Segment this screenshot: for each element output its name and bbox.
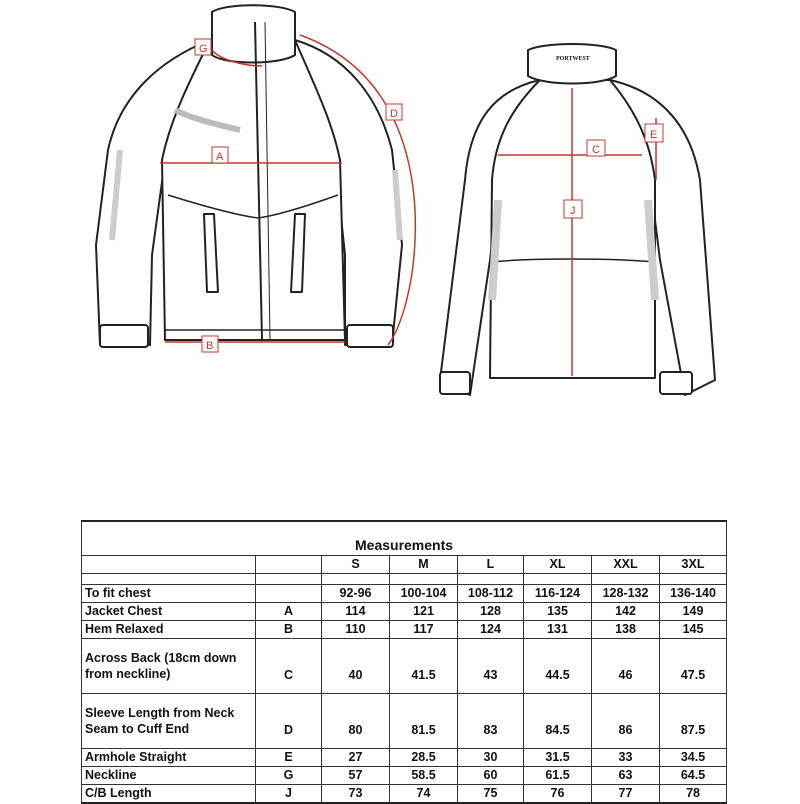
table-row xyxy=(82,585,727,603)
row-code: E xyxy=(256,749,322,767)
cell: 47.5 xyxy=(660,639,727,694)
row-code: D xyxy=(256,694,322,749)
cell: 124 xyxy=(458,621,524,639)
cell: 128-132 xyxy=(592,585,660,603)
cell: 145 xyxy=(660,621,727,639)
cell: 136-140 xyxy=(660,585,727,603)
cell: 46 xyxy=(592,639,660,694)
cell: 31.5 xyxy=(524,749,592,767)
back-collar xyxy=(528,44,616,84)
row-code: J xyxy=(256,785,322,804)
size-header: XL xyxy=(524,556,592,574)
cell: 114 xyxy=(322,603,390,621)
table-row xyxy=(82,767,727,785)
marker-e xyxy=(645,124,663,142)
back-left-cuff xyxy=(440,372,470,394)
cell: 60 xyxy=(458,767,524,785)
row-label: Across Back (18cm down from neckline) xyxy=(82,639,256,694)
cell: 34.5 xyxy=(660,749,727,767)
row-label: Hem Relaxed xyxy=(82,621,256,639)
front-right-cuff xyxy=(347,325,393,347)
back-right-cuff xyxy=(660,372,692,394)
cell: 58.5 xyxy=(390,767,458,785)
row-code: B xyxy=(256,621,322,639)
cell: 84.5 xyxy=(524,694,592,749)
table-row xyxy=(82,749,727,767)
spacer-row xyxy=(82,574,727,585)
cell: 74 xyxy=(390,785,458,804)
cell: 81.5 xyxy=(390,694,458,749)
cell: 40 xyxy=(322,639,390,694)
size-header: S xyxy=(322,556,390,574)
cell: 92-96 xyxy=(322,585,390,603)
cell: 138 xyxy=(592,621,660,639)
cell: 44.5 xyxy=(524,639,592,694)
svg-text:G: G xyxy=(199,43,208,55)
cell: 149 xyxy=(660,603,727,621)
marker-g xyxy=(195,39,211,55)
table-title: Measurements xyxy=(82,521,727,556)
cell: 27 xyxy=(322,749,390,767)
size-header-row xyxy=(82,556,727,574)
size-header: M xyxy=(390,556,458,574)
size-header: 3XL xyxy=(660,556,727,574)
row-label: To fit chest xyxy=(82,585,256,603)
front-view xyxy=(96,5,402,347)
cell: 121 xyxy=(390,603,458,621)
row-label: Neckline xyxy=(82,767,256,785)
cell: 131 xyxy=(524,621,592,639)
cell: 61.5 xyxy=(524,767,592,785)
marker-c xyxy=(587,140,605,156)
front-left-cuff xyxy=(100,325,148,347)
cell: 117 xyxy=(390,621,458,639)
table-row xyxy=(82,603,727,621)
cell: 128 xyxy=(458,603,524,621)
table-row xyxy=(82,639,727,694)
svg-text:J: J xyxy=(570,205,576,217)
size-header: L xyxy=(458,556,524,574)
front-collar xyxy=(212,5,295,62)
row-label: Jacket Chest xyxy=(82,603,256,621)
svg-text:A: A xyxy=(216,151,224,163)
row-code xyxy=(256,585,322,603)
cell: 75 xyxy=(458,785,524,804)
cell: 116-124 xyxy=(524,585,592,603)
cell: 28.5 xyxy=(390,749,458,767)
cell: 30 xyxy=(458,749,524,767)
row-label: Armhole Straight xyxy=(82,749,256,767)
table-row xyxy=(82,621,727,639)
cell: 110 xyxy=(322,621,390,639)
cell: 77 xyxy=(592,785,660,804)
cell: 78 xyxy=(660,785,727,804)
cell: 135 xyxy=(524,603,592,621)
svg-text:C: C xyxy=(592,144,600,156)
cell: 64.5 xyxy=(660,767,727,785)
cell: 80 xyxy=(322,694,390,749)
row-label: Sleeve Length from Neck Seam to Cuff End xyxy=(82,694,256,749)
table-row xyxy=(82,694,727,749)
marker-b xyxy=(202,336,218,352)
cell: 100-104 xyxy=(390,585,458,603)
cell: 87.5 xyxy=(660,694,727,749)
cell: 86 xyxy=(592,694,660,749)
table-row xyxy=(82,785,727,804)
cell: 63 xyxy=(592,767,660,785)
marker-d xyxy=(386,104,402,120)
back-view xyxy=(440,44,715,395)
cell: 142 xyxy=(592,603,660,621)
cell: 33 xyxy=(592,749,660,767)
cell: 76 xyxy=(524,785,592,804)
measurements-table xyxy=(81,520,726,804)
svg-text:D: D xyxy=(390,108,398,120)
cell: 73 xyxy=(322,785,390,804)
svg-text:E: E xyxy=(650,129,658,141)
cell: 41.5 xyxy=(390,639,458,694)
cell: 43 xyxy=(458,639,524,694)
row-code: C xyxy=(256,639,322,694)
marker-j xyxy=(564,200,582,218)
marker-a xyxy=(212,147,228,163)
brand-label: PORTWEST xyxy=(556,56,590,62)
row-code: G xyxy=(256,767,322,785)
row-code: A xyxy=(256,603,322,621)
svg-text:B: B xyxy=(206,340,214,352)
cell: 83 xyxy=(458,694,524,749)
row-label: C/B Length xyxy=(82,785,256,804)
cell: 57 xyxy=(322,767,390,785)
size-header: XXL xyxy=(592,556,660,574)
cell: 108-112 xyxy=(458,585,524,603)
